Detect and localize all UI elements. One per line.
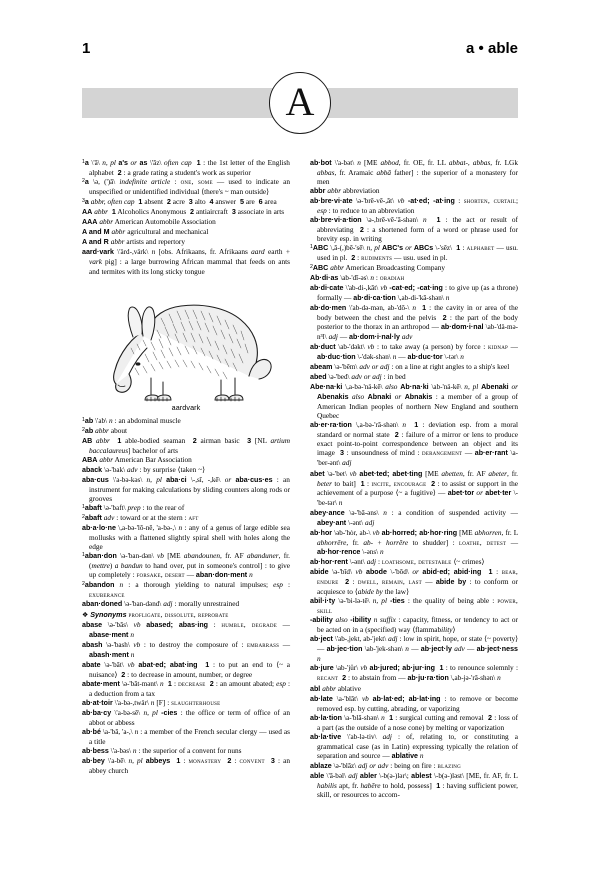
aardvark-drawing <box>91 282 281 402</box>
aardvark-figure <box>82 282 290 412</box>
dictionary-entry: abide \ə-'bīd\ vb abode \-'bōd\ or abid·ed; abid·ing 1 : bear, endure 2 : dwell, remain, last — abide by : to conform or acquiesce to ⟨abide by the law⟩ <box>310 566 518 597</box>
dictionary-entry: ab·di·cate \'ab-di-,kāt\ vb -cat·ed; -cat·ing : to give up (as a throne) formally — ab·di·ca·tion \,ab-di-'kā-shən\ n <box>310 282 518 302</box>
dictionary-entry: A and M abbr agricultural and mechanical <box>82 227 209 237</box>
dictionary-entry: $^1$a \'ā\ n, pl a's or as \'āz\ often cap 1 : the 1st letter of the English alphabet 2 : a grade rating a student's work as superior <box>82 158 290 178</box>
dictionary-entry: ab·bot \'a-bət\ n [ME abbod, fr. OE, fr. LL abbat-, abbas, fr. LGk abbas, fr. Aramaic abbā father] : the superior of a monastery for men <box>310 158 518 187</box>
dictionary-entry: abbr abbr abbreviation <box>310 186 380 196</box>
dictionary-entry: ab·bess \'a-bəs\ n : the superior of a convent for nuns <box>82 746 242 756</box>
dictionary-entry: able \'ā-bəl\ adj abler \-b(ə-)lər\; ablest \-b(ə-)ləst\ [ME, fr. AF, fr. L habilis apt, fr. habēre to hold, possess] 1 : having sufficient power, skill, or resources to accom- <box>310 770 519 800</box>
dictionary-entry: abed \ə-'bed\ adv or adj : in bed <box>310 372 406 382</box>
page-number: 1 <box>82 40 91 57</box>
dictionary-entry: $^1$ABC \,ā-(,)bē-'sē\ n, pl ABC's or ABCs \-'sēz\ 1 : alphabet — usu. used in pl. 2 : rudiments — usu. used in pl. <box>310 243 518 263</box>
dictionary-entry: ab·a·lo·ne \,a-bə-'lō-nē, 'a-bə-,\ n : any of a genus of large edible sea mollusks with a flattened slightly spiral shell with holes along the edge <box>82 523 290 552</box>
dictionary-entry: abate·ment \ə-'bāt-mənt\ n 1 : decrease 2 : an amount abated; esp : a deduction from a tax <box>82 678 290 698</box>
dictionary-entry: Ab·di·as \ab-'dī-əs\ n : obadiah <box>310 272 405 282</box>
dictionary-entry: ❖ Synonyms profligate, dissolute, reprobate <box>82 609 229 619</box>
dictionary-entry: aard·vark \'ärd-,värk\ n [obs. Afrikaans, fr. Afrikaans aard earth + vark pig] : a large burrowing African mammal that feeds on ants and termites with its long sticky tongue <box>82 247 290 276</box>
dictionary-entry: ab·la·tion \a-'blā-shən\ n 1 : surgical cutting and removal 2 : loss of a part (as the outside of a nose cone) by melting or vaporization <box>310 712 518 732</box>
dictionary-entry: abil·i·ty \ə-'bi-lə-tē\ n, pl -ties : the quality of being able : power, skill <box>310 596 518 616</box>
dictionary-entry: ab·hor·rent \-ənt\ adj : loathsome, detestable ⟨~ crimes⟩ <box>310 556 485 566</box>
dictionary-entry: ab·jure \ab-'jůr\ vb ab·jured; ab·jur·ing 1 : to renounce solemnly : recant 2 : to abstain from — ab·ju·ra·tion \,ab-jə-'rā-shən\ n <box>310 663 518 683</box>
letter-section-badge <box>269 72 331 134</box>
dictionary-entry: ab·ba·cy \'a-bə-sē\ n, pl -cies : the office or term of office of an abbot or abbess <box>82 707 290 728</box>
left-column <box>82 158 290 775</box>
dictionary-entry: abl abbr ablative <box>310 683 362 693</box>
dictionary-entry: aback \ə-'bak\ adv : by surprise ⟨taken ~⟩ <box>82 464 205 474</box>
dictionary-entry: $^1$abaft \ə-'baft\ prep : to the rear of <box>82 502 185 512</box>
left-entries-bottom <box>82 416 290 776</box>
running-head <box>0 40 600 62</box>
dictionary-entry: $^1$ab \'ab\ n : an abdominal muscle <box>82 415 181 425</box>
figure-caption: aardvark <box>171 402 201 412</box>
right-entries <box>310 158 518 799</box>
dictionary-entry: AB abbr 1 able-bodied seaman 2 airman basic 3 [NL artium baccalaureus] bachelor of arts <box>82 435 290 455</box>
dictionary-entry: abate \ə-'bāt\ vb abat·ed; abat·ing 1 : to put an end to ⟨~ a nuisance⟩ 2 : to decrease in amount, number, or degree <box>82 659 290 679</box>
right-column <box>310 158 518 799</box>
dictionary-entry: ab·do·men \'ab-də-mən, ab-'dō-\ n 1 : the cavity in or area of the body between the chest and the pelvis 2 : the part of the body posterior to the thorax in an arthropod — ab·dom·i·nal \ab-'dä-mə-n³l\ adj — ab·dom·i·nal·ly adv <box>310 302 518 341</box>
dictionary-entry: ab·ject \'ab-,jekt, ab-'jekt\ adj : low in spirit, hope, or state ⟨~ poverty⟩ — ab·jec·tion \ab-'jek-shən\ n — ab·ject·ly adv — ab·ject·ness n <box>310 634 518 664</box>
dictionary-entry: aban·doned \ə-'ban-dənd\ adj : morally unrestrained <box>82 599 240 609</box>
dictionary-entry: ablaze \ə-'blāz\ adj or adv : being on fire : blazing <box>310 760 461 770</box>
dictionary-entry: $^2$a \ə, (')ā\ indefinite article : one, some — used to indicate an unspecified or unidentified individual ⟨there's ~ man outside⟩ <box>82 177 290 197</box>
dictionary-entry: $^3$a abbr, often cap 1 absent 2 acre 3 alto 4 answer 5 are 6 area <box>82 197 277 207</box>
dictionary-entry: $^2$ABC abbr American Broadcasting Company <box>310 262 446 272</box>
dictionary-entry: Abe·na·ki \,a-bə-'nä-kē\ also Ab·na·ki \ab-'nä-kē\ n, pl Abenaki or Abenakis also Abnaki or Abnakis : a member of a group of American Indian peoples of northern New England and southern Quebec <box>310 382 518 421</box>
dictionary-entry: ABA abbr American Bar Association <box>82 454 192 464</box>
dictionary-entry: abey·ance \ə-'bā-əns\ n : a condition of suspended activity — abey·ant \-ənt\ adj <box>310 507 518 527</box>
dictionary-entry: ab·duct \ab-'dəkt\ vb : to take away (a person) by force : kidnap — ab·duc·tion \-'dək-shən\ n — ab·duc·tor \-tər\ n <box>310 341 518 361</box>
dictionary-entry: $^2$abaft adv : toward or at the stern : aft <box>82 513 199 523</box>
dictionary-entry: ab·at·toir \'a-bə-,twär\ n [F] : slaughterhouse <box>82 697 221 707</box>
dictionary-entry: $^1$aban·don \ə-'ban-dən\ vb [ME abandounen, fr. AF abanduner, fr. (mettre) a bandun to hand over, put in someone's control] : to give up completely : forsake, desert — aban·don·ment n <box>82 551 291 580</box>
guide-words: a • able <box>466 40 518 57</box>
dictionary-entry: ab·late \a-'blāt\ vb ab·lat·ed; ab·lat·ing : to remove or become removed esp. by cutting, abrading, or vaporizing <box>310 693 518 713</box>
dictionary-entry: abase \ə-'bās\ vb abased; abas·ing : humble, degrade — abase·ment n <box>82 619 290 639</box>
dictionary-entry: AAA abbr American Automobile Association <box>82 217 216 227</box>
dictionary-entry: -ability also -ibility n suffix : capacity, fitness, or tendency to act or be acted on in a (specified) way ⟨flammability⟩ <box>310 615 518 635</box>
dictionary-entry: $^2$ab abbr about <box>82 425 128 435</box>
dictionary-entry: ab·bre·vi·a·tion \ə-,brē-vē-'ā-shən\ n 1 : the act or result of abbreviating 2 : a shortened form of a word or phrase used for brevity esp. in writing <box>310 215 518 244</box>
left-entries-top <box>82 158 290 276</box>
dictionary-entry: ab·hor \əb-'hȯr, ab-\ vb ab·horred; ab·hor·ring [ME abhorren, fr. L abhorrēre, fr. ab- + horrēre to shudder] : loathe, detest — ab·hor·rence \-əns\ n <box>310 527 518 556</box>
dictionary-entry: ab·bey \'a-bē\ n, pl abbeys 1 : monastery 2 : convent 3 : an abbey church <box>82 756 290 776</box>
dictionary-entry: abeam \ə-'bēm\ adv or adj : on a line at right angles to a ship's keel <box>310 361 510 371</box>
letter-badge-glyph: A <box>285 79 315 124</box>
dictionary-entry: ab·bé \a-'bā, 'a-,\ n : a member of the French secular clergy — used as a title <box>82 727 290 747</box>
dictionary-entry: A and R abbr artists and repertory <box>82 237 185 247</box>
dictionary-entry: ab·er·ra·tion \,a-bə-'rā-shən\ n 1 : deviation esp. from a moral standard or normal state 2 : failure of a mirror or lens to produce exact point-to-point correspondence between an object and its image 3 : unsoundness of mind : derangement — ab·er·rant \a-'ber-ənt\ adj <box>310 420 518 468</box>
dictionary-entry: abash \ə-'bash\ vb : to destroy the composure of : embarrass — abash·ment n <box>82 639 290 659</box>
dictionary-entry: ab·la·tive \'ab-lə-tiv\ adj : of, relating to, or constituting a grammatical case (as in Latin) expressing typically the relation of separation and source — ablative n <box>310 731 518 760</box>
dictionary-entry: $^2$abandon n : a thorough yielding to natural impulses; esp : exuberance <box>82 580 290 600</box>
dictionary-entry: AA abbr 1 Alcoholics Anonymous 2 antiaircraft 3 associate in arts <box>82 207 285 217</box>
dictionary-entry: aba·cus \'a-bə-kəs\ n, pl aba·ci \-,sī, -,kē\ or aba·cus·es : an instrument for making calculations by sliding counters along rods or grooves <box>82 474 290 503</box>
dictionary-entry: abet \ə-'bet\ vb abet·ted; abet·ting [ME abetten, fr. AF abeter, fr. beter to bait] 1 : incite, encourage 2 : to assist or support in the achievement of a purpose ⟨~ a fugitive⟩ — abet·tor or abet·ter \-'be-tər\ n <box>310 468 518 507</box>
dictionary-entry: ab·bre·vi·ate \ə-'brē-vē-,āt\ vb -at·ed; -at·ing : shorten, curtail; esp : to reduce to an abbreviation <box>310 196 518 216</box>
